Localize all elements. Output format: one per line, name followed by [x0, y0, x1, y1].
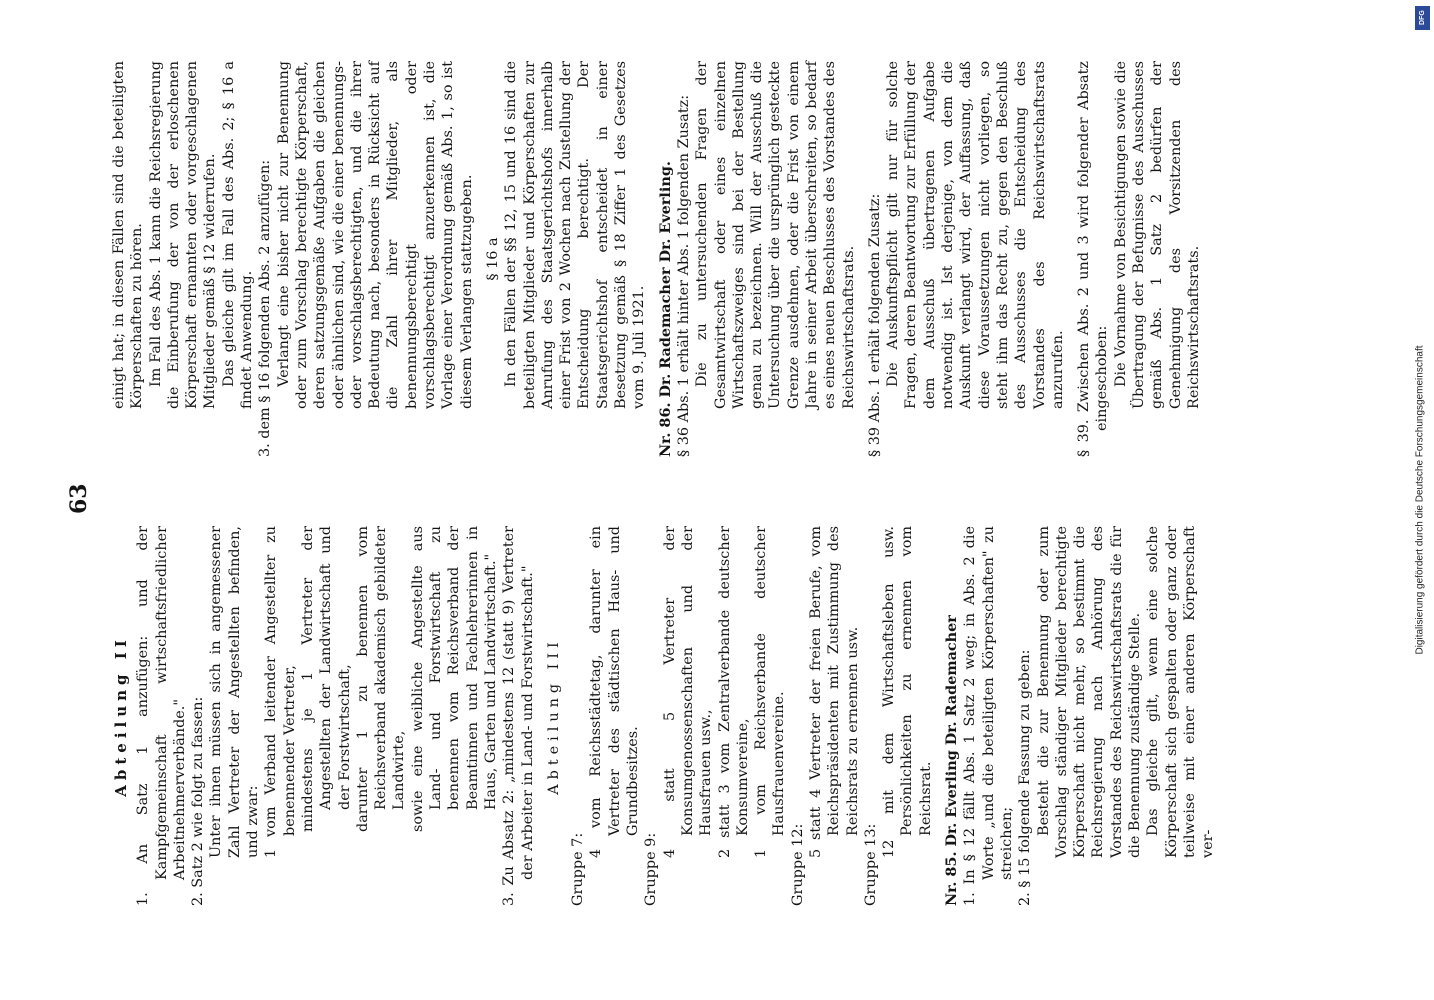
text-paragraph: Die Vornahme von Besichtigungen sowie die Übertragung der Befugnisse des Ausschusses gemäß Abs. 1 Satz 2 bedürfen der Genehmigung des Vorsitzenden des Reichswirtschaftsrats.	[1112, 61, 1202, 409]
page-number: 63	[66, 483, 92, 514]
text-paragraph: § 39 Abs. 1 erhält folgenden Zusatz:	[866, 193, 883, 457]
text-paragraph: Abteilung III	[545, 637, 562, 795]
text-paragraph: Gruppe 12:	[789, 823, 806, 906]
text-paragraph: 5 statt 4 Vertreter der freien Berufe, vom Reichspräsidenten mit Zustimmung des Reichsrats zu ernennen usw.	[807, 526, 861, 858]
text-paragraph: 4 vom Reichsstädtetag, darunter ein Vertreter des städtischen Haus- und Grundbesitzes.	[588, 526, 642, 858]
left-column	[110, 526, 1218, 906]
right-column	[110, 61, 1203, 457]
text-paragraph: 2. Satz 2 wie folgt zu fassen:	[190, 696, 207, 906]
text-paragraph: darunter 1 zu benennen vom Reichsverband akademisch gebildeter Landwirte,	[354, 526, 408, 832]
text-paragraph: Das gleiche gilt im Fall des Abs. 2; § 16 a findet Anwendung.	[220, 61, 256, 409]
text-paragraph: 1. An Satz 1 anzufügen: und der Kampfgemeinschaft wirtschaftsfriedlicher Arbeitnehmerverbände."	[135, 526, 188, 906]
text-paragraph: Besteht die zur Benennung oder zum Vorschlag ständiger Mitglieder berechtigte Körperschaft nicht mehr, so bestimmt die Reichsregierung nach Anhörung des Vorstandes des Reichswirtschaftsrats die für die Benennung zuständige Stelle.	[1035, 526, 1144, 858]
text-paragraph: 12 mit dem Wirtschaftsleben usw. Persönlichkeiten zu ernennen vom Reichsrat.	[881, 526, 934, 858]
text-paragraph: § 36 Abs. 1 erhält hinter Abs. 1 folgenden Zusatz:	[675, 94, 692, 457]
text-paragraph: 2 statt 3 vom Zentralverbande deutscher Konsumvereine,	[716, 526, 751, 858]
text-paragraph: einigt hat; in diesen Fällen sind die beteiligten Körperschaften zu hören.	[111, 61, 146, 409]
text-paragraph: 2. § 15 folgende Fassung zu geben:	[1017, 649, 1034, 906]
text-paragraph: Gruppe 9:	[643, 832, 660, 906]
digitization-note: Digitalisierung gefördert durch die Deutsche Forschungsgemeinschaft	[1414, 345, 1426, 655]
text-paragraph: Im Fall des Abs. 1 kann die Reichsregierung die Einberufung der von der erloschenen Körperschaft ernannten oder vorgeschlagenen Mitglieder gemäß § 12 widerrufen.	[147, 61, 219, 409]
text-paragraph: 3. dem § 16 folgenden Abs. 2 anzufügen:	[257, 159, 274, 457]
text-paragraph: 4 statt 5 Vertreter der Konsumgenossenschaften und der Hausfrauen usw.,	[661, 526, 715, 858]
text-paragraph: 1 vom Reichsverbande deutscher Hausfrauenvereine.	[753, 526, 788, 858]
text-paragraph: Nr. 85. Dr. Everling Dr. Rademacher	[943, 615, 961, 906]
text-paragraph: Die zu untersuchenden Fragen der Gesamtwirtschaft oder eines einzelnen Wirtschaftszweiges sind bei der Bestellung genau zu bezeichnen. Will der Ausschuß die Untersuchung über die ursprünglich gesteckte Grenze ausdehnen, oder die Frist von einem Jahre in seiner Arbeit überschreiten, so bedarf es eines neuen Beschlusses des Vorstandes des Reichswirtschaftsrats.	[694, 61, 857, 409]
text-paragraph: 3. Zu Absatz 2: „mindestens 12 (statt 9) Vertreter der Arbeiter in Land- und Forstwirtschaft."	[501, 526, 536, 906]
text-paragraph: 1 vom Verband leitender Angestellter zu benennender Vertreter,	[263, 526, 298, 858]
text-paragraph: Verlangt eine bisher nicht zur Benennung oder zum Vorschlag berechtigte Körperschaft, deren satzungsgemäße Aufgaben die gleichen oder ähnlichen sind, wie die einer benennungs- oder vorschlagsberechtigten, und die ihrer Bedeutung nach, besonders in Rücksicht auf die Zahl ihrer Mitglieder, als benennungsberechtigt oder vorschlagsberechtigt anzuerkennen ist, die Vorlage einer Verordnung gemäß Abs. 1, so ist diesem Verlangen stattzugeben.	[275, 61, 475, 409]
text-paragraph: Gruppe 7:	[570, 832, 587, 906]
text-paragraph: § 39. Zwischen Abs. 2 und 3 wird folgender Absatz eingeschoben:	[1076, 61, 1111, 457]
text-paragraph: Abteilung II	[112, 635, 130, 797]
text-paragraph: 1. In § 12 fällt Abs. 1 Satz 2 weg; in Abs. 2 die Worte „und die beteiligten Körperschaften" zu streichen;	[962, 526, 1015, 906]
text-paragraph: sowie eine weibliche Angestellte aus Land- und Forstwirtschaft zu benennen vom Reichsverband der Beamtinnen und Fachlehrerinnen in Haus, Garten und Landwirtschaft."	[409, 526, 499, 832]
text-paragraph: Nr. 86. Dr. Rademacher Dr. Everling.	[656, 161, 674, 457]
dfg-logo-icon: DFG	[1415, 6, 1430, 30]
text-paragraph: Die Auskunftspflicht gilt nur für solche Fragen, deren Beantwortung zur Erfüllung der dem Ausschuß übertragenen Aufgabe notwendig ist. Ist derjenige, von dem die Auskunft verlangt wird, der Auffassung, daß diese Voraussetzungen nicht vorliegen, so steht ihm das Recht zu, gegen den Beschluß des Ausschusses die Entscheidung des Vorstandes des Reichswirtschaftsrats anzurufen.	[885, 61, 1066, 409]
text-paragraph: Unter ihnen müssen sich in angemessener Zahl Vertreter der Angestellten befinden, und zwar:	[208, 526, 262, 858]
text-paragraph: § 16 a	[484, 237, 501, 281]
digitization-sidebar	[1408, 2, 1432, 998]
text-paragraph: In den Fällen der §§ 12, 15 und 16 sind die beteiligten Mitglieder und Körperschaften zur Anrufung des Staatsgerichtshofs innerhalb einer Frist von 2 Wochen nach Zustellung der Entscheidung berechtigt. Der Staatsgerichtshof entscheidet in einer Besetzung gemäß § 18 Ziffer 1 des Gesetzes vom 9. Juli 1921.	[503, 61, 648, 409]
text-paragraph: Das gleiche gilt, wenn eine solche Körperschaft sich gespalten oder ganz oder teilweise mit einer anderen Körperschaft ver-	[1145, 526, 1217, 858]
text-paragraph: mindestens je 1 Vertreter der Angestellten der Landwirtschaft und der Forstwirtschaft,	[299, 526, 353, 832]
text-paragraph: Gruppe 13:	[862, 823, 879, 906]
